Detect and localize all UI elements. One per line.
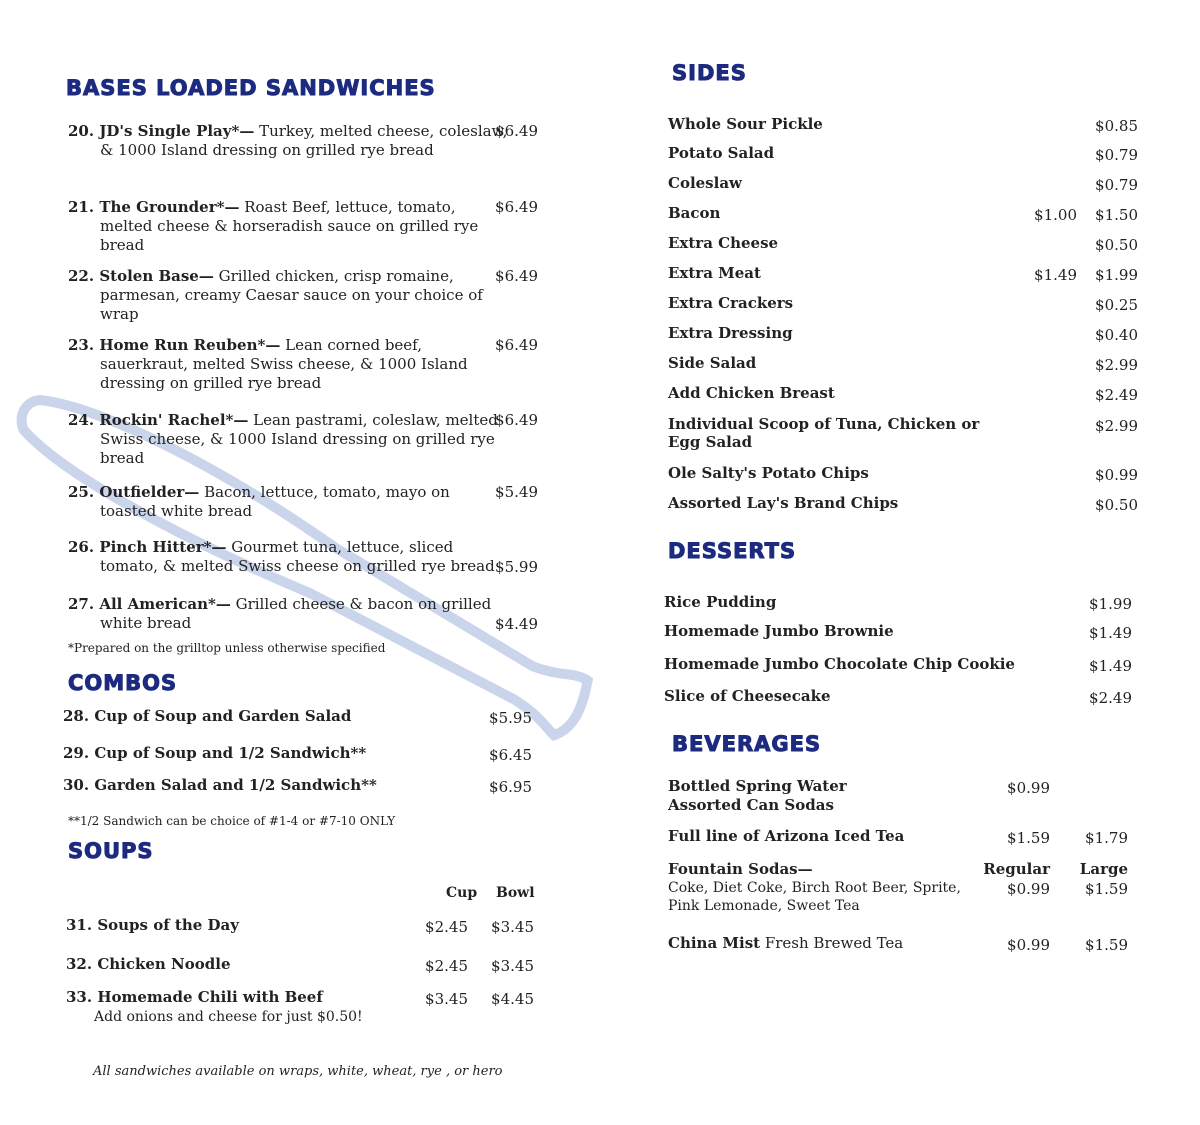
- soup-cup-price: $3.45: [425, 990, 468, 1008]
- beverage-item: [668, 934, 903, 953]
- sandwich-description: Grilled chicken, crisp romaine, parmesan, creamy Caesar sauce on your choice of wrap: [100, 267, 483, 323]
- side-price: $0.99: [1095, 466, 1138, 484]
- sandwich-item: [68, 198, 510, 255]
- dessert-item: Slice of Cheesecake: [664, 687, 831, 705]
- sandwich-description: Lean corned beef, sauerkraut, melted Swiss cheese, & 1000 Island dressing on grilled rye bread: [100, 336, 468, 392]
- side-price: $1.50: [1095, 206, 1138, 224]
- side-price: $0.50: [1095, 236, 1138, 254]
- side-price-small: $1.49: [1034, 266, 1077, 284]
- soup-item: 31. Soups of the Day: [66, 916, 239, 934]
- combo-footnote: **1/2 Sandwich can be choice of #1-4 or #7-10 ONLY: [68, 814, 396, 828]
- side-price-small: $1.00: [1034, 206, 1077, 224]
- soup-item: 32. Chicken Noodle: [66, 955, 231, 973]
- beverage-regular-header: Regular: [983, 860, 1050, 878]
- sandwich-price: $4.49: [495, 615, 538, 633]
- side-item: Extra Cheese: [668, 234, 779, 252]
- side-item: Extra Meat: [668, 264, 761, 282]
- side-item: Add Chicken Breast: [668, 384, 835, 402]
- sandwich-price: $6.49: [495, 411, 538, 429]
- side-price: $0.85: [1095, 117, 1138, 135]
- sandwich-description: Grilled cheese & bacon on grilled white bread: [100, 595, 492, 632]
- dessert-price: $2.49: [1089, 689, 1132, 707]
- dessert-item: Homemade Jumbo Chocolate Chip Cookie: [664, 655, 1015, 673]
- sides-heading: SIDES: [672, 61, 747, 85]
- combos-heading: COMBOS: [68, 671, 178, 695]
- side-price: $0.50: [1095, 496, 1138, 514]
- side-item: Bacon: [668, 204, 721, 222]
- soup-item: 33. Homemade Chili with Beef: [66, 988, 323, 1006]
- combo-price: $6.45: [489, 746, 532, 764]
- soup-bowl-price: $4.45: [491, 990, 534, 1008]
- side-item: Individual Scoop of Tuna, Chicken or Egg Salad: [668, 415, 980, 451]
- sandwich-footnote: *Prepared on the grilltop unless otherwise specified: [68, 641, 386, 655]
- sandwich-item: [68, 267, 510, 324]
- side-price: $2.99: [1095, 417, 1138, 435]
- sandwich-item: [68, 595, 510, 633]
- side-price: $0.40: [1095, 326, 1138, 344]
- side-price: $0.79: [1095, 146, 1138, 164]
- soup-note: Add onions and cheese for just $0.50!: [94, 1009, 363, 1025]
- dessert-price: $1.49: [1089, 657, 1132, 675]
- beverages-heading: BEVERAGES: [672, 732, 822, 756]
- combo-item: 29. Cup of Soup and 1/2 Sandwich**: [63, 744, 367, 762]
- soup-bowl-price: $3.45: [491, 918, 534, 936]
- sandwich-description: Roast Beef, lettuce, tomato, melted cheese & horseradish sauce on grilled rye bread: [100, 198, 479, 254]
- beverage-price-large: $1.59: [1085, 936, 1128, 954]
- beverage-price-regular: $1.59: [1007, 829, 1050, 847]
- beverage-name-rest: Fresh Brewed Tea: [760, 934, 904, 952]
- sandwich-description: Gourmet tuna, lettuce, sliced tomato, & melted Swiss cheese on grilled rye bread: [100, 538, 495, 575]
- sandwich-price: $5.49: [495, 483, 538, 501]
- sandwich-name: 25. Outfielder—: [68, 483, 200, 501]
- beverage-name: Full line of Arizona Iced Tea: [668, 827, 905, 845]
- side-price: $2.49: [1095, 386, 1138, 404]
- dessert-item: Rice Pudding: [664, 593, 777, 611]
- sandwich-description: Lean pastrami, coleslaw, melted Swiss cheese, & 1000 Island dressing on grilled rye bread: [100, 411, 498, 467]
- combo-price: $6.95: [489, 778, 532, 796]
- combo-price: $5.95: [489, 709, 532, 727]
- beverage-name: China Mist: [668, 934, 761, 952]
- side-item: Assorted Lay's Brand Chips: [668, 494, 899, 512]
- sandwich-price: $6.49: [495, 267, 538, 285]
- sandwich-name: 26. Pinch Hitter*—: [68, 538, 227, 556]
- soup-cup-header: Cup: [446, 885, 478, 901]
- sandwich-item: [68, 122, 510, 160]
- soup-cup-price: $2.45: [425, 957, 468, 975]
- side-item: Ole Salty's Potato Chips: [668, 464, 869, 482]
- side-item: Extra Crackers: [668, 294, 794, 312]
- side-price: $2.99: [1095, 356, 1138, 374]
- beverage-item: [668, 777, 847, 796]
- beverage-name: Bottled Spring Water: [668, 777, 847, 795]
- dessert-price: $1.49: [1089, 624, 1132, 642]
- side-price: $1.99: [1095, 266, 1138, 284]
- beverage-price-regular: $0.99: [1007, 880, 1050, 898]
- beverage-price-large: $1.79: [1085, 829, 1128, 847]
- sandwich-price: $6.49: [495, 122, 538, 140]
- sandwich-name: 21. The Grounder*—: [68, 198, 240, 216]
- sandwich-item: [68, 336, 510, 393]
- soups-heading: SOUPS: [68, 839, 154, 863]
- side-item: Coleslaw: [668, 174, 742, 192]
- side-item: Potato Salad: [668, 144, 775, 162]
- beverage-flavors: Coke, Diet Coke, Birch Root Beer, Sprite, Pink Lemonade, Sweet Tea: [668, 880, 961, 914]
- sandwich-price: $5.99: [495, 558, 538, 576]
- beverage-item: [668, 827, 904, 846]
- combo-item: 30. Garden Salad and 1/2 Sandwich**: [63, 776, 377, 794]
- sandwiches-heading: BASES LOADED SANDWICHES: [66, 76, 436, 100]
- sandwich-name: 24. Rockin' Rachel*—: [68, 411, 249, 429]
- dessert-item: Homemade Jumbo Brownie: [664, 622, 894, 640]
- side-price: $0.79: [1095, 176, 1138, 194]
- desserts-heading: DESSERTS: [668, 539, 797, 563]
- combo-item: 28. Cup of Soup and Garden Salad: [63, 707, 352, 725]
- beverage-item: Assorted Can Sodas: [668, 796, 834, 814]
- sandwich-description: Turkey, melted cheese, coleslaw, & 1000 Island dressing on grilled rye bread: [100, 122, 508, 159]
- side-item: Whole Sour Pickle: [668, 115, 823, 133]
- beverage-price-regular: $0.99: [1007, 779, 1050, 797]
- soup-bowl-header: Bowl: [496, 885, 535, 901]
- side-price: $0.25: [1095, 296, 1138, 314]
- beverage-large-header: Large: [1079, 860, 1128, 878]
- sandwich-name: 22. Stolen Base—: [68, 267, 214, 285]
- dessert-price: $1.99: [1089, 595, 1132, 613]
- sandwich-item: [68, 538, 510, 576]
- soup-cup-price: $2.45: [425, 918, 468, 936]
- sandwich-name: 23. Home Run Reuben*—: [68, 336, 281, 354]
- sandwich-name: 20. JD's Single Play*—: [68, 122, 255, 140]
- beverage-price-regular: $0.99: [1007, 936, 1050, 954]
- soup-bowl-price: $3.45: [491, 957, 534, 975]
- sandwich-item: [68, 411, 510, 468]
- beverage-price-large: $1.59: [1085, 880, 1128, 898]
- sandwich-price: $6.49: [495, 198, 538, 216]
- beverage-item: [668, 860, 813, 879]
- footer-note: All sandwiches available on wraps, white, wheat, rye , or hero: [93, 1064, 503, 1079]
- beverage-name: Fountain Sodas—: [668, 860, 813, 878]
- side-item: Side Salad: [668, 354, 757, 372]
- sandwich-price: $6.49: [495, 336, 538, 354]
- sandwich-item: [68, 483, 510, 521]
- side-item: Extra Dressing: [668, 324, 793, 342]
- sandwich-description: Bacon, lettuce, tomato, mayo on toasted white bread: [100, 483, 450, 520]
- sandwich-name: 27. All American*—: [68, 595, 231, 613]
